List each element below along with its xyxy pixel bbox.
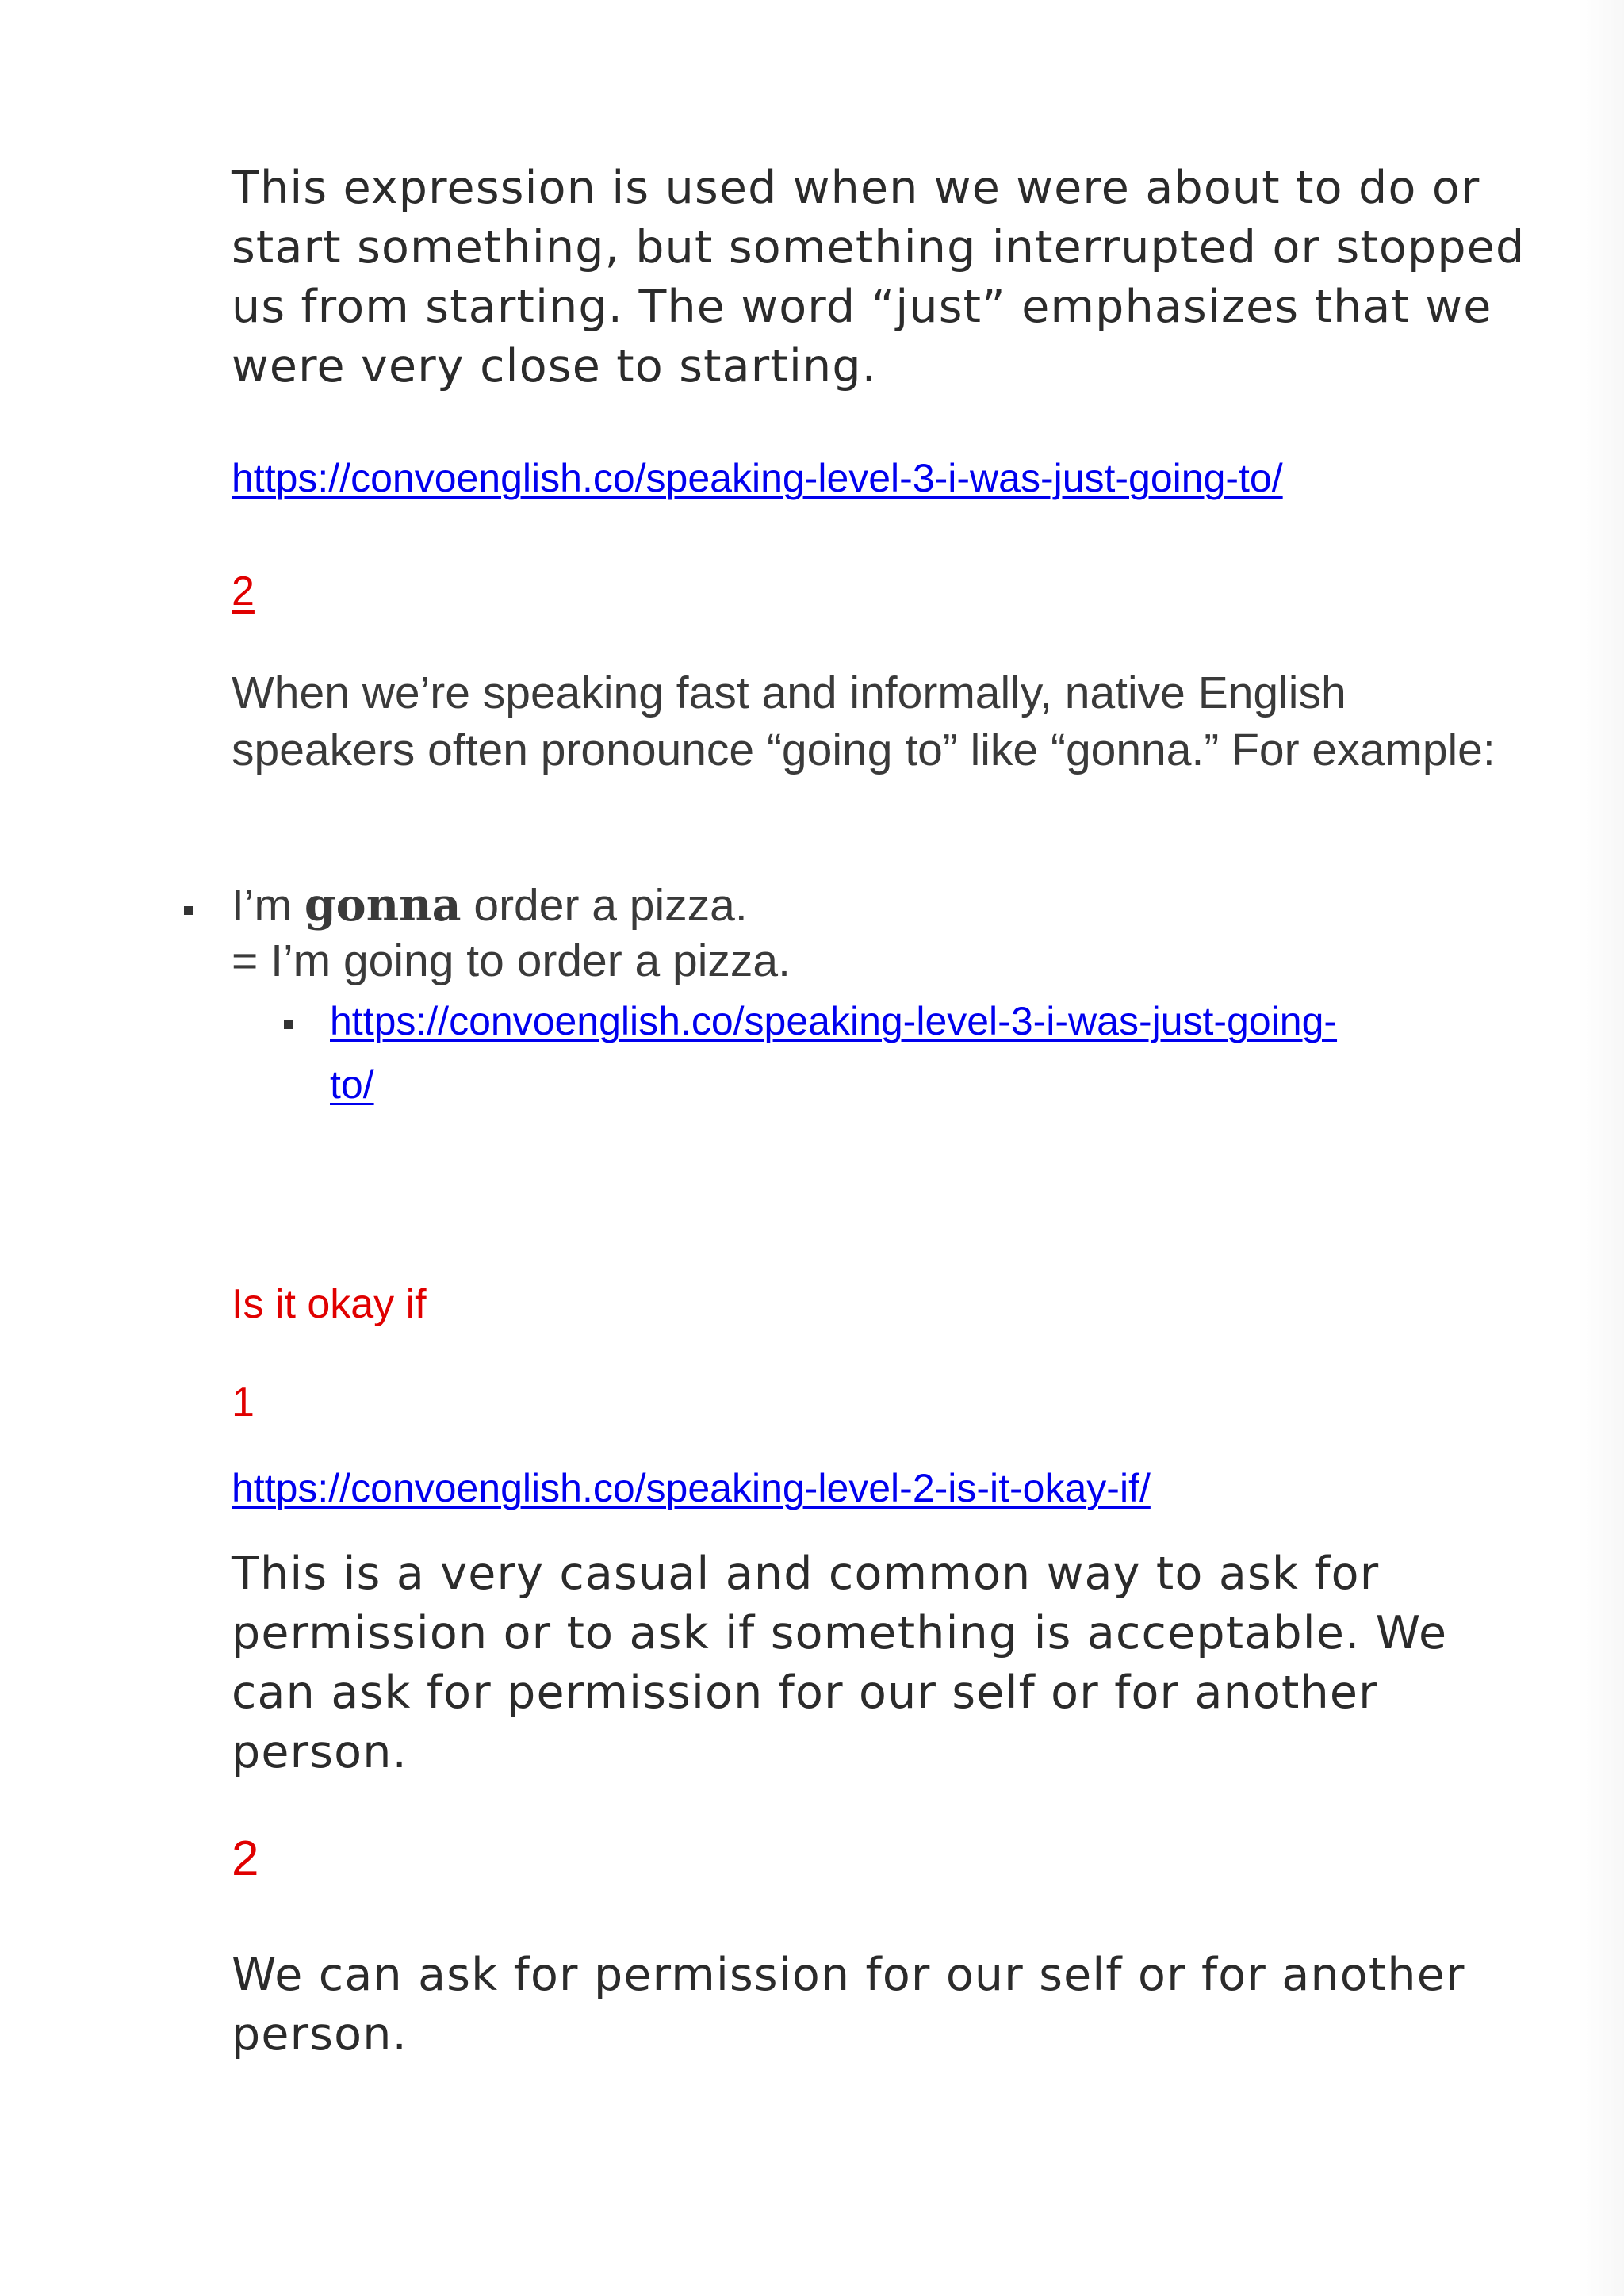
- bullet-example-line2: = I’m going to order a pizza.: [232, 936, 791, 986]
- bullet-marker: [184, 906, 193, 915]
- section-number-1: 1: [232, 1380, 255, 1425]
- link-is-it-okay-if[interactable]: https://convoenglish.co/speaking-level-2-is-it-okay-if/: [232, 1466, 1151, 1510]
- section-heading-is-it-okay-if: Is it okay if: [232, 1281, 427, 1327]
- sub-bullet-marker: [284, 1020, 293, 1029]
- bullet-prefix: I’m: [232, 880, 304, 931]
- permission-paragraph: This is a very casual and common way to ask for permission or to ask if something is acceptable. We can ask for permission for our self or for another person.: [232, 1548, 1448, 1778]
- bullet-bold-word: gonna: [304, 878, 462, 932]
- link-i-was-just-going-to[interactable]: https://convoenglish.co/speaking-level-3-i-was-just-going-to/: [232, 456, 1283, 500]
- page-edge-shade: [1578, 0, 1624, 2296]
- intro-paragraph: This expression is used when we were about to do or start something, but something interrupted or stopped us from starting. The word “just” emphasizes that we were very close to starting.: [232, 162, 1526, 392]
- section-number-2: 2: [232, 568, 255, 614]
- section-number-2b: 2: [232, 1831, 259, 1886]
- gonna-paragraph: When we’re speaking fast and informally, native English speakers often pronounce “going to” like “gonna.” For example:: [232, 668, 1496, 775]
- sub-link-line1[interactable]: https://convoenglish.co/speaking-level-3-i-was-just-going-: [330, 999, 1338, 1043]
- sub-link-line2[interactable]: to/: [330, 1062, 374, 1107]
- bullet-suffix: order a pizza.: [461, 880, 748, 931]
- permission-paragraph-2: We can ask for permission for our self or for another person.: [232, 1949, 1465, 2061]
- bullet-example: [232, 878, 1516, 933]
